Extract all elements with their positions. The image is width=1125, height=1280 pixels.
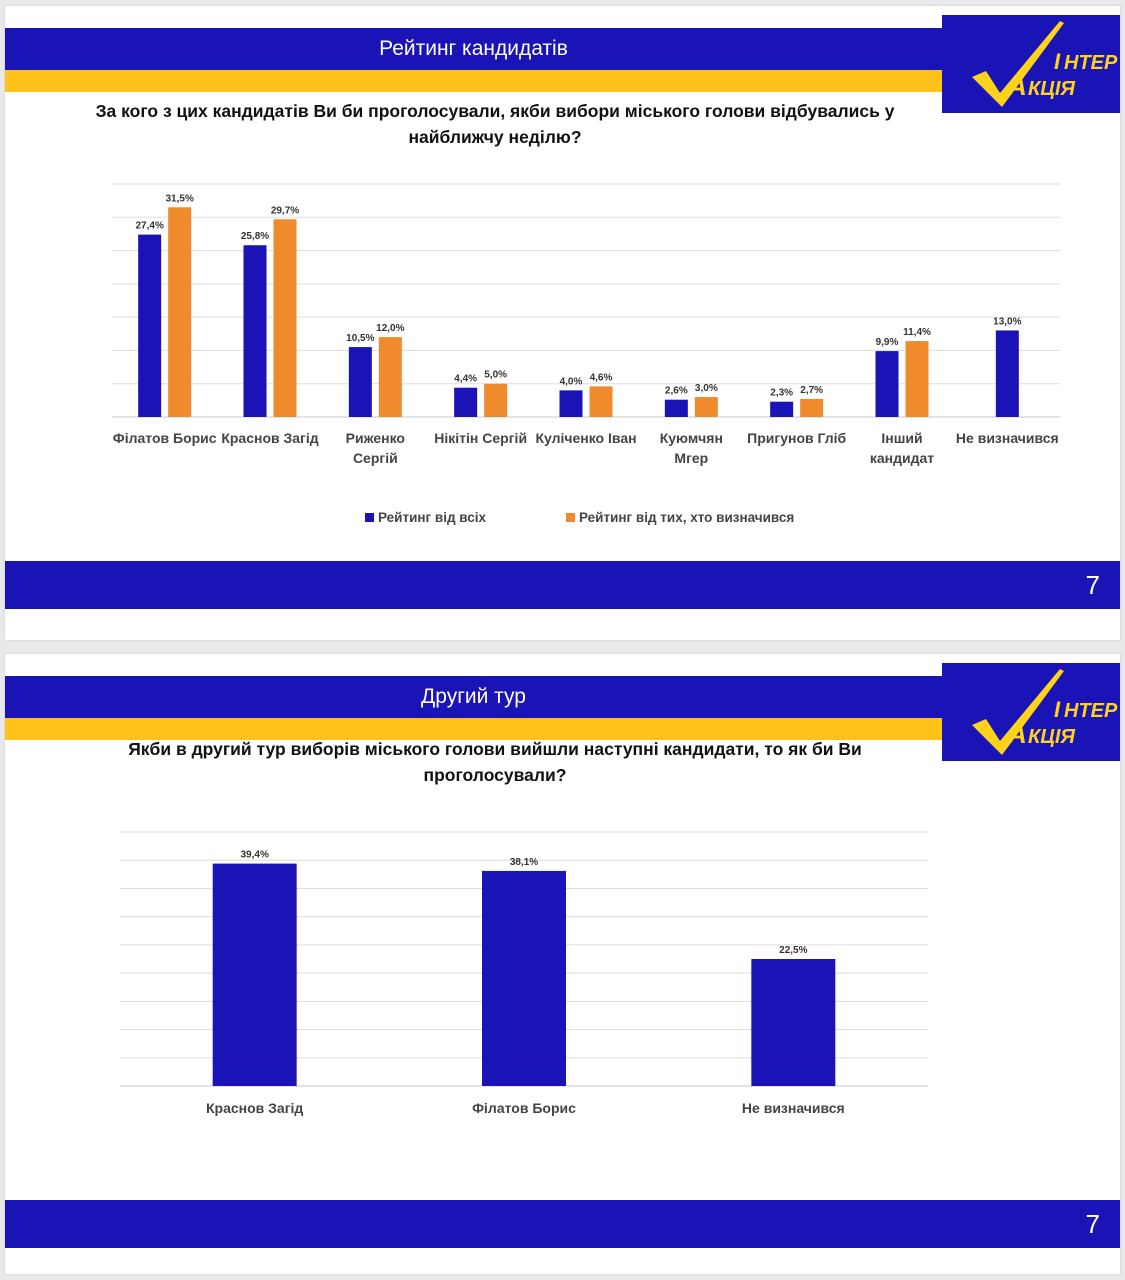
chart-legend <box>5 510 1120 530</box>
logo-text-top: НТЕР <box>1064 700 1118 722</box>
data-label: 10,5% <box>346 333 375 345</box>
bar <box>454 388 477 417</box>
data-label: 29,7% <box>270 205 300 217</box>
category-label: Інший <box>881 430 923 446</box>
data-label: 12,0% <box>376 323 405 335</box>
bar <box>906 341 929 417</box>
category-label: Куюмчян <box>659 430 723 446</box>
data-label: 5,0% <box>484 369 508 381</box>
bar <box>996 330 1019 417</box>
page-number: 7 <box>1085 1209 1100 1239</box>
data-label: 27,4% <box>135 220 164 232</box>
logo-text-bottom: КЦІЯ <box>1028 726 1076 748</box>
bar <box>695 397 718 417</box>
bar <box>168 207 191 417</box>
bar <box>560 390 583 417</box>
slide-rating <box>5 6 1120 640</box>
category-label: Кулiченко Іван <box>535 430 637 446</box>
bar <box>379 337 402 417</box>
category-label: Не визначився <box>741 1100 845 1116</box>
category-label: Не визначився <box>955 430 1059 446</box>
data-label: 3,0% <box>694 383 718 395</box>
data-label: 2,6% <box>664 385 688 397</box>
data-label: 11,4% <box>903 327 931 339</box>
bar <box>484 384 507 417</box>
data-label: 13,0% <box>993 316 1022 328</box>
bar <box>213 864 297 1086</box>
data-label: 9,9% <box>875 337 899 349</box>
data-label: 39,4% <box>240 849 269 861</box>
logo-text-bottom: КЦІЯ <box>1028 78 1076 100</box>
category-label: кандидат <box>869 450 935 466</box>
logo-letter-a: А <box>1008 71 1027 101</box>
slide-title: Рейтинг кандидатів <box>5 28 942 70</box>
category-label: Філатов Борис <box>472 1100 576 1116</box>
data-label: 31,5% <box>165 193 194 205</box>
data-label: 2,7% <box>800 385 824 397</box>
bar <box>876 351 899 417</box>
survey-question: Якби в другий тур виборів міського голови вийшли наступні кандидати, то як би Ви проголосували? <box>128 739 862 785</box>
rating-bar-chart <box>5 6 1120 506</box>
slide-title: Другий тур <box>5 676 942 718</box>
data-label: 2,3% <box>770 387 794 399</box>
data-label: 4,0% <box>559 376 583 388</box>
data-label: 22,5% <box>779 945 808 956</box>
second-round-bar-chart <box>5 654 1120 1154</box>
data-label: 25,8% <box>240 231 270 243</box>
legend-swatch-decided <box>566 513 575 522</box>
bar <box>349 347 372 417</box>
data-label: 38,1% <box>509 856 539 868</box>
survey-question: За кого з цих кандидатів Ви би проголосували, якби вибори міського голови відбувались у найближчу неділю? <box>95 101 895 147</box>
logo-letter-a: А <box>1008 719 1027 749</box>
bar <box>590 386 613 417</box>
legend-item-all <box>365 510 486 525</box>
bar <box>665 400 688 417</box>
legend-swatch-all <box>365 513 374 522</box>
page-number: 7 <box>1085 570 1100 600</box>
footer-bar <box>5 1200 1120 1248</box>
legend-label-decided: Рейтинг від тих, хто визначився <box>579 510 795 525</box>
category-label: Мгер <box>674 450 709 466</box>
category-label: Пригунов Гліб <box>747 430 847 446</box>
category-label: Філатов Борис <box>112 430 217 446</box>
legend-label-all: Рейтинг від всіх <box>378 510 487 525</box>
category-label: Риженко <box>345 430 405 446</box>
category-label: Краснов Загід <box>221 430 319 446</box>
bar <box>244 245 267 417</box>
data-label: 4,4% <box>454 373 478 385</box>
bar <box>800 399 823 417</box>
bar <box>751 959 835 1086</box>
bar <box>770 402 793 417</box>
bar <box>138 235 161 417</box>
footer-bar <box>5 561 1120 609</box>
legend-item-decided <box>566 510 794 525</box>
category-label: Сергій <box>352 450 398 466</box>
logo-text-top: НТЕР <box>1064 52 1118 74</box>
bar <box>482 871 566 1086</box>
category-label: Краснов Загід <box>205 1100 304 1116</box>
logo-letter-i: І <box>1054 697 1061 722</box>
category-label: Нікітін Сергій <box>434 430 528 446</box>
data-label: 4,6% <box>589 372 613 384</box>
logo-letter-i: І <box>1054 49 1061 74</box>
bar <box>274 219 297 417</box>
slide-second-round <box>5 654 1120 1274</box>
